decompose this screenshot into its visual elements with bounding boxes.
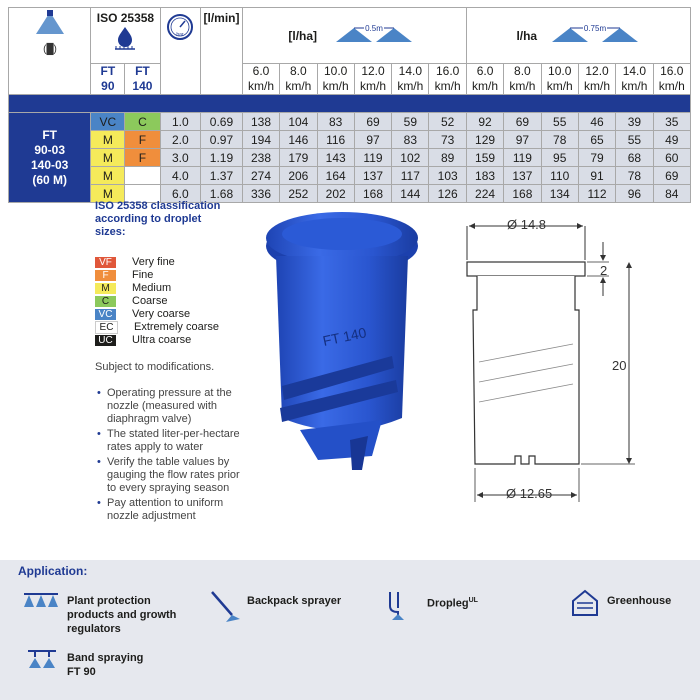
app-band-spraying: Band spraying FT 90 bbox=[67, 652, 144, 678]
nozzle-col-ft90: FT 90 bbox=[91, 64, 125, 95]
boom-spacing-075-icon bbox=[550, 24, 640, 48]
legend-label: Coarse bbox=[132, 295, 168, 307]
application-rate-value: 89 bbox=[429, 149, 466, 167]
application-rate-value: 159 bbox=[466, 149, 503, 167]
application-rate-value: 65 bbox=[578, 131, 615, 149]
application-rate-value: 206 bbox=[280, 167, 317, 185]
legend-swatch: UC bbox=[95, 335, 116, 346]
application-rate-value: 39 bbox=[616, 113, 653, 131]
application-rate-value: 138 bbox=[242, 113, 279, 131]
app-dropleg: Dropleg$^{UL}$ bbox=[427, 597, 478, 610]
application-rate-value: 194 bbox=[242, 131, 279, 149]
speed-header-2: 10.0 km/h bbox=[317, 64, 354, 95]
nozzle-col-ft140: FT 140 bbox=[125, 64, 160, 95]
spacing-075-label: 0.75m bbox=[584, 23, 607, 33]
pressure-value: 3.0 bbox=[160, 149, 201, 167]
droplet-class-ft90: M bbox=[91, 167, 125, 185]
speed-header-9: 12.0 km/h bbox=[578, 64, 615, 95]
legend-swatch: VF bbox=[95, 257, 116, 268]
application-rate-value: 336 bbox=[242, 185, 279, 203]
band-spraying-icon bbox=[26, 648, 58, 676]
speed-header-6: 6.0 km/h bbox=[466, 64, 503, 95]
application-rate-value: 46 bbox=[578, 113, 615, 131]
subject-to-modifications: Subject to modifications. bbox=[95, 361, 215, 373]
app-backpack-sprayer: Backpack sprayer bbox=[247, 595, 342, 607]
application-rate-value: 168 bbox=[354, 185, 391, 203]
application-rate-value: 137 bbox=[504, 167, 541, 185]
speed-header-8: 10.0 km/h bbox=[541, 64, 578, 95]
droplet-class-ft90: M bbox=[91, 185, 125, 203]
legend-label: Medium bbox=[132, 282, 172, 294]
application-rate-value: 52 bbox=[429, 113, 466, 131]
spacing-05-label: 0.5m bbox=[365, 23, 384, 33]
legend-item bbox=[95, 295, 167, 307]
droplet-class-ft90: M bbox=[91, 131, 125, 149]
legend-swatch: VC bbox=[95, 309, 116, 320]
legend-label: Extremely coarse bbox=[134, 321, 219, 333]
note-item: • Pay attention to uniform nozzle adjustment bbox=[95, 497, 245, 523]
application-rate-value: 78 bbox=[616, 167, 653, 185]
legend-label: Fine bbox=[132, 269, 154, 281]
note-item: • The stated liter-per-hectare rates apply to water bbox=[95, 428, 245, 454]
legend-swatch: M bbox=[95, 283, 116, 294]
application-rate-value: 55 bbox=[541, 113, 578, 131]
speed-header-3: 12.0 km/h bbox=[354, 64, 391, 95]
gauge-unit: bar bbox=[176, 32, 184, 38]
application-rate-value: 112 bbox=[578, 185, 615, 203]
application-rate-value: 91 bbox=[578, 167, 615, 185]
flow-rate-value: 0.97 bbox=[201, 131, 243, 149]
application-rate-value: 104 bbox=[280, 113, 317, 131]
speed-header-0: 6.0 km/h bbox=[242, 64, 279, 95]
lha-label-05: [l/ha] bbox=[288, 28, 318, 43]
application-rate-value: 134 bbox=[541, 185, 578, 203]
dropleg-icon bbox=[386, 590, 418, 620]
application-rate-value: 164 bbox=[317, 167, 354, 185]
application-rate-value: 224 bbox=[466, 185, 503, 203]
application-rate-value: 83 bbox=[317, 113, 354, 131]
application-rate-value: 116 bbox=[317, 131, 354, 149]
droplet-class-ft90: VC bbox=[91, 113, 125, 131]
legend-swatch: C bbox=[95, 296, 116, 307]
legend-item bbox=[95, 282, 171, 294]
notes-list bbox=[95, 387, 245, 525]
application-rate-value: 97 bbox=[354, 131, 391, 149]
application-rate-value: 68 bbox=[616, 149, 653, 167]
application-rate-value: 102 bbox=[392, 149, 429, 167]
application-rate-value: 69 bbox=[354, 113, 391, 131]
backpack-sprayer-icon bbox=[208, 589, 242, 623]
speed-header-11: 16.0 km/h bbox=[653, 64, 690, 95]
pressure-value: 6.0 bbox=[160, 185, 201, 203]
table-row bbox=[9, 149, 691, 167]
application-rate-value: 92 bbox=[466, 113, 503, 131]
application-rate-value: 144 bbox=[392, 185, 429, 203]
nozzle-engraving: FT 140 bbox=[321, 324, 368, 349]
speed-header-5: 16.0 km/h bbox=[429, 64, 466, 95]
application-rate-value: 252 bbox=[280, 185, 317, 203]
legend-label: Ultra coarse bbox=[132, 334, 192, 346]
application-rate-value: 129 bbox=[466, 131, 503, 149]
speed-header-7: 8.0 km/h bbox=[504, 64, 541, 95]
legend-item bbox=[95, 334, 191, 346]
legend-item bbox=[95, 308, 190, 320]
note-item: • Verify the table values by gauging the flow rates prior to every spraying season bbox=[95, 456, 245, 495]
dim-bottom-diameter: Ø 12.65 bbox=[506, 486, 553, 501]
application-rate-value: 97 bbox=[504, 131, 541, 149]
application-rate-value: 183 bbox=[466, 167, 503, 185]
legend-item bbox=[95, 269, 153, 281]
droplet-class-ft140: F bbox=[125, 131, 160, 149]
legend-label: Very coarse bbox=[132, 308, 191, 320]
application-rate-value: 84 bbox=[653, 185, 690, 203]
legend-swatch: F bbox=[95, 270, 116, 281]
flat-spray-nozzle-icon bbox=[30, 8, 70, 56]
speed-header-10: 14.0 km/h bbox=[616, 64, 653, 95]
legend-swatch: EC bbox=[95, 321, 118, 334]
speed-header-4: 14.0 km/h bbox=[392, 64, 429, 95]
application-rate-value: 143 bbox=[317, 149, 354, 167]
boom-sprayer-icon bbox=[22, 591, 60, 613]
nozzle-photo bbox=[262, 208, 422, 473]
application-rate-value: 117 bbox=[392, 167, 429, 185]
application-rate-value: 146 bbox=[280, 131, 317, 149]
dim-top-diameter: Ø 14.8 bbox=[507, 217, 547, 232]
flow-rate-value: 1.68 bbox=[201, 185, 243, 203]
pressure-value: 2.0 bbox=[160, 131, 201, 149]
application-rate-value: 78 bbox=[541, 131, 578, 149]
application-rate-value: 126 bbox=[429, 185, 466, 203]
flow-rate-value: 1.37 bbox=[201, 167, 243, 185]
droplet-class-ft140 bbox=[125, 167, 160, 185]
application-rate-value: 137 bbox=[354, 167, 391, 185]
flow-rate-value: 1.19 bbox=[201, 149, 243, 167]
application-rate-value: 119 bbox=[504, 149, 541, 167]
application-rate-value: 73 bbox=[429, 131, 466, 149]
table-row bbox=[9, 113, 691, 131]
droplet-class-ft140: F bbox=[125, 149, 160, 167]
legend-item bbox=[95, 321, 219, 333]
application-rate-value: 202 bbox=[317, 185, 354, 203]
classification-title: ISO 25358 classification according to droplet sizes: bbox=[95, 200, 221, 238]
flow-rate-value: 0.69 bbox=[201, 113, 243, 131]
application-rate-value: 60 bbox=[653, 149, 690, 167]
application-rate-value: 179 bbox=[280, 149, 317, 167]
application-rate-value: 238 bbox=[242, 149, 279, 167]
app-plant-protection: Plant protection products and growth regulators bbox=[67, 595, 177, 635]
table-row bbox=[9, 167, 691, 185]
dim-total-height: 20 bbox=[612, 358, 627, 373]
lha-label-075: l/ha bbox=[516, 28, 538, 43]
legend-label: Very fine bbox=[132, 256, 175, 268]
pressure-value: 4.0 bbox=[160, 167, 201, 185]
application-title: Application: bbox=[18, 564, 88, 578]
svg-text:(█): (█) bbox=[42, 44, 57, 55]
lha-header-05 bbox=[242, 8, 466, 64]
speed-header-1: 8.0 km/h bbox=[280, 64, 317, 95]
pressure-gauge-icon bbox=[165, 12, 195, 42]
droplet-class-ft90: M bbox=[91, 149, 125, 167]
application-rate-value: 168 bbox=[504, 185, 541, 203]
nozzle-rate-table bbox=[8, 7, 691, 203]
lpm-label: [l/min] bbox=[203, 11, 240, 25]
application-rate-value: 59 bbox=[392, 113, 429, 131]
dim-flange-height: 2 bbox=[600, 263, 608, 278]
application-rate-value: 95 bbox=[541, 149, 578, 167]
application-rate-value: 55 bbox=[616, 131, 653, 149]
application-rate-value: 119 bbox=[354, 149, 391, 167]
application-rate-value: 103 bbox=[429, 167, 466, 185]
lpm-header bbox=[201, 8, 243, 95]
droplet-icon bbox=[110, 25, 140, 51]
note-item: • Operating pressure at the nozzle (measured with diaphragm valve) bbox=[95, 387, 245, 426]
iso-header bbox=[91, 8, 160, 64]
application-rate-value: 49 bbox=[653, 131, 690, 149]
application-rate-value: 110 bbox=[541, 167, 578, 185]
legend-item bbox=[95, 256, 175, 268]
app-greenhouse: Greenhouse bbox=[607, 595, 672, 607]
table-row bbox=[9, 131, 691, 149]
application-rate-value: 69 bbox=[653, 167, 690, 185]
boom-spacing-05-icon bbox=[330, 24, 420, 48]
greenhouse-icon bbox=[571, 589, 599, 617]
application-rate-value: 79 bbox=[578, 149, 615, 167]
application-rate-value: 35 bbox=[653, 113, 690, 131]
pressure-header bbox=[160, 8, 201, 95]
application-rate-value: 69 bbox=[504, 113, 541, 131]
nozzle-type-icon-cell bbox=[9, 8, 91, 95]
application-rate-value: 274 bbox=[242, 167, 279, 185]
application-rate-value: 96 bbox=[616, 185, 653, 203]
model-name-cell: FT 90-03 140-03 (60 M) bbox=[9, 113, 91, 203]
application-rate-value: 83 bbox=[392, 131, 429, 149]
lha-header-075 bbox=[466, 8, 690, 64]
pressure-value: 1.0 bbox=[160, 113, 201, 131]
droplet-class-ft140: C bbox=[125, 113, 160, 131]
iso-label: ISO 25358 bbox=[96, 11, 155, 25]
